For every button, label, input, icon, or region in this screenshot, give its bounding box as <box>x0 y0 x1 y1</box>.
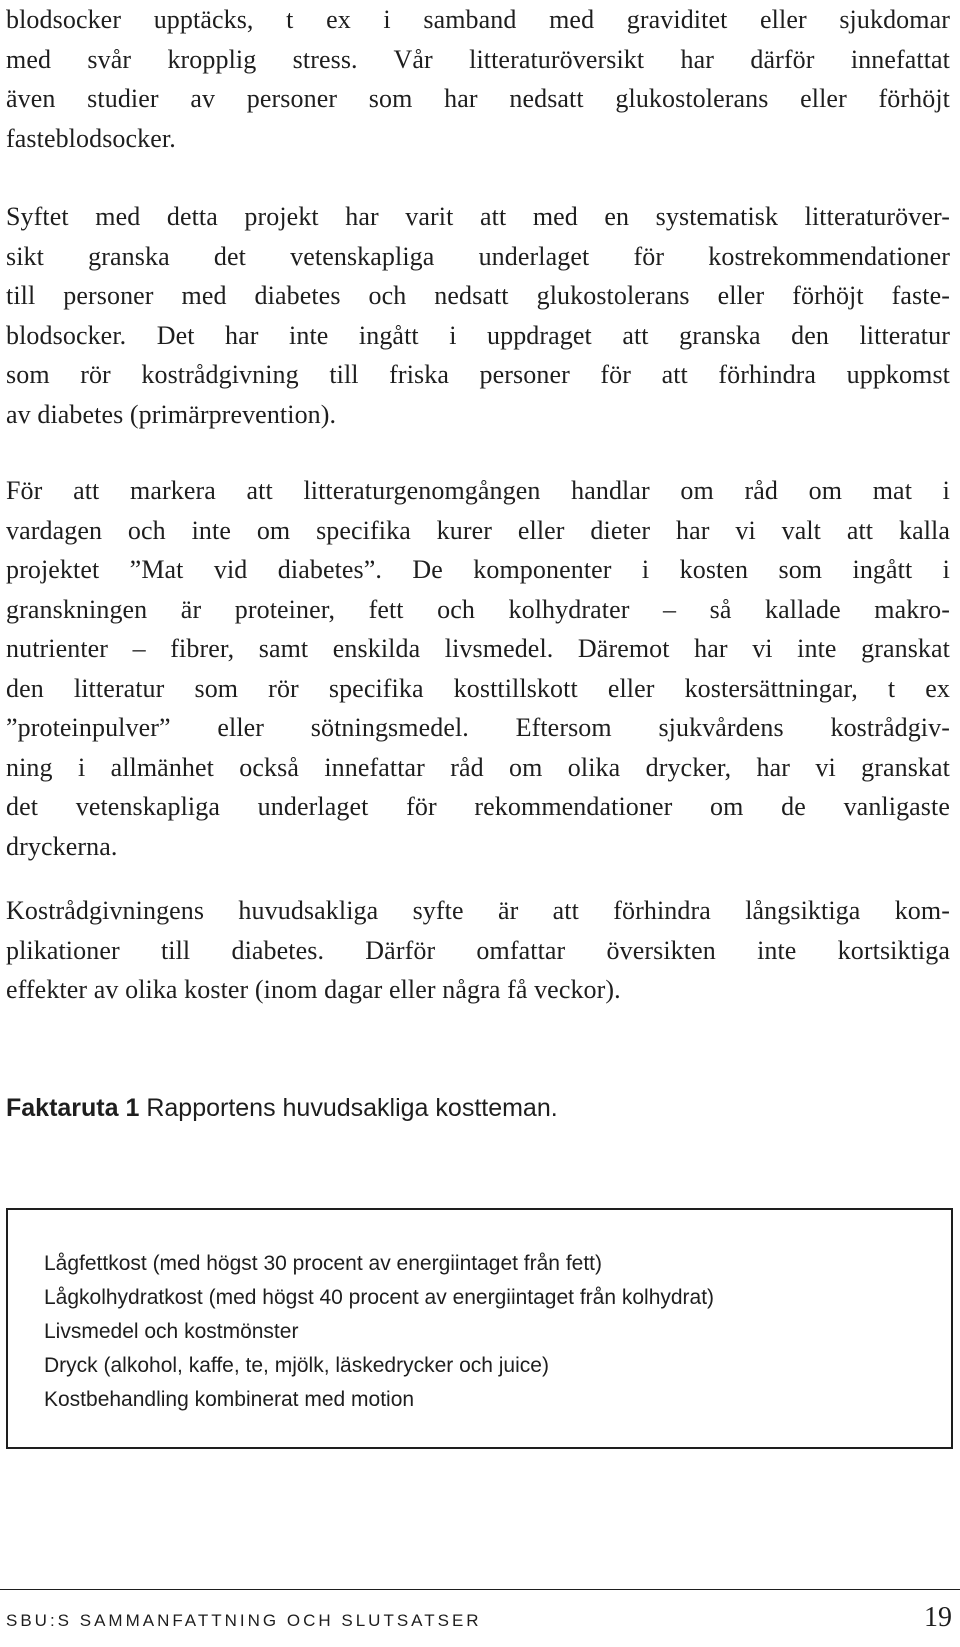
page-number: 19 <box>924 1602 952 1633</box>
text-line: vardagen och inte om specifika kurer eller dieter har vi valt att kalla <box>6 515 950 545</box>
footer-title: SBU:S SAMMANFATTNING OCH SLUTSATSER <box>6 1611 482 1630</box>
text-line: effekter av olika koster (inom dagar eller några få veckor). <box>6 975 621 1004</box>
text-line: till personer med diabetes och nedsatt glukostolerans eller förhöjt faste- <box>6 281 950 310</box>
text-line: ”proteinpulver” eller sötningsmedel. Eftersom sjukvårdens kostrådgiv- <box>6 713 950 742</box>
factbox-item: Lågfettkost (med högst 30 procent av energiintaget från fett) <box>44 1252 602 1275</box>
text-line: nutrienter – fibrer, samt enskilda livsmedel. Däremot har vi inte granskat <box>6 634 950 663</box>
text-line: plikationer till diabetes. Därför omfattar översikten inte kortsiktiga <box>6 935 950 965</box>
factbox-caption <box>6 1091 558 1125</box>
text-line: det vetenskapliga underlaget för rekommendationer om de vanligaste <box>6 792 950 821</box>
factbox-caption-text: Rapportens huvudsakliga kostteman. <box>139 1094 558 1122</box>
paragraph-2 <box>6 197 950 434</box>
text-line: med svår kropplig stress. Vår litteraturöversikt har därför innefattat <box>6 44 950 74</box>
factbox <box>6 1208 953 1449</box>
text-line: dryckerna. <box>6 831 118 861</box>
paragraph-1 <box>6 0 950 158</box>
factbox-list <box>44 1247 714 1417</box>
factbox-item: Lågkolhydratkost (med högst 40 procent av energiintaget från kolhydrat) <box>44 1286 715 1309</box>
text-line: Kostrådgivningens huvudsakliga syfte är att förhindra långsiktiga kom- <box>6 896 950 925</box>
text-line: som rör kostrådgivning till friska personer för att förhindra uppkomst <box>6 360 950 389</box>
factbox-label: Faktaruta 1 <box>6 1094 140 1122</box>
text-line: projektet ”Mat vid diabetes”. De komponenter i kosten som ingått i <box>6 555 950 584</box>
factbox-item: Kostbehandling kombinerat med motion <box>44 1388 415 1411</box>
text-line: även studier av personer som har nedsatt glukostolerans eller förhöjt <box>6 84 950 113</box>
text-line: av diabetes (primärprevention). <box>6 399 337 429</box>
factbox-item: Dryck (alkohol, kaffe, te, mjölk, läskedrycker och juice) <box>44 1354 549 1377</box>
paragraph-4 <box>6 891 950 1010</box>
text-line: Syftet med detta projekt har varit att med en systematisk litteraturöver- <box>6 202 950 231</box>
paragraph-3 <box>6 471 950 866</box>
text-line: sikt granska det vetenskapliga underlaget för kostrekommendationer <box>6 241 950 271</box>
text-line: blodsocker upptäcks, t ex i samband med graviditet eller sjukdomar <box>6 5 950 34</box>
footer-divider <box>0 1589 960 1590</box>
factbox-item: Livsmedel och kostmönster <box>44 1320 299 1343</box>
text-line: blodsocker. Det har inte ingått i uppdraget att granska den litteratur <box>6 320 950 350</box>
text-line: den litteratur som rör specifika kosttillskott eller kostersättningar, t ex <box>6 673 950 703</box>
text-line: ning i allmänhet också innefattar råd om olika drycker, har vi granskat <box>6 752 950 782</box>
text-line: fasteblodsocker. <box>6 123 176 153</box>
text-line: För att markera att litteraturgenomgången handlar om råd om mat i <box>6 476 950 505</box>
text-line: granskningen är proteiner, fett och kolhydrater – så kallade makro- <box>6 594 950 624</box>
